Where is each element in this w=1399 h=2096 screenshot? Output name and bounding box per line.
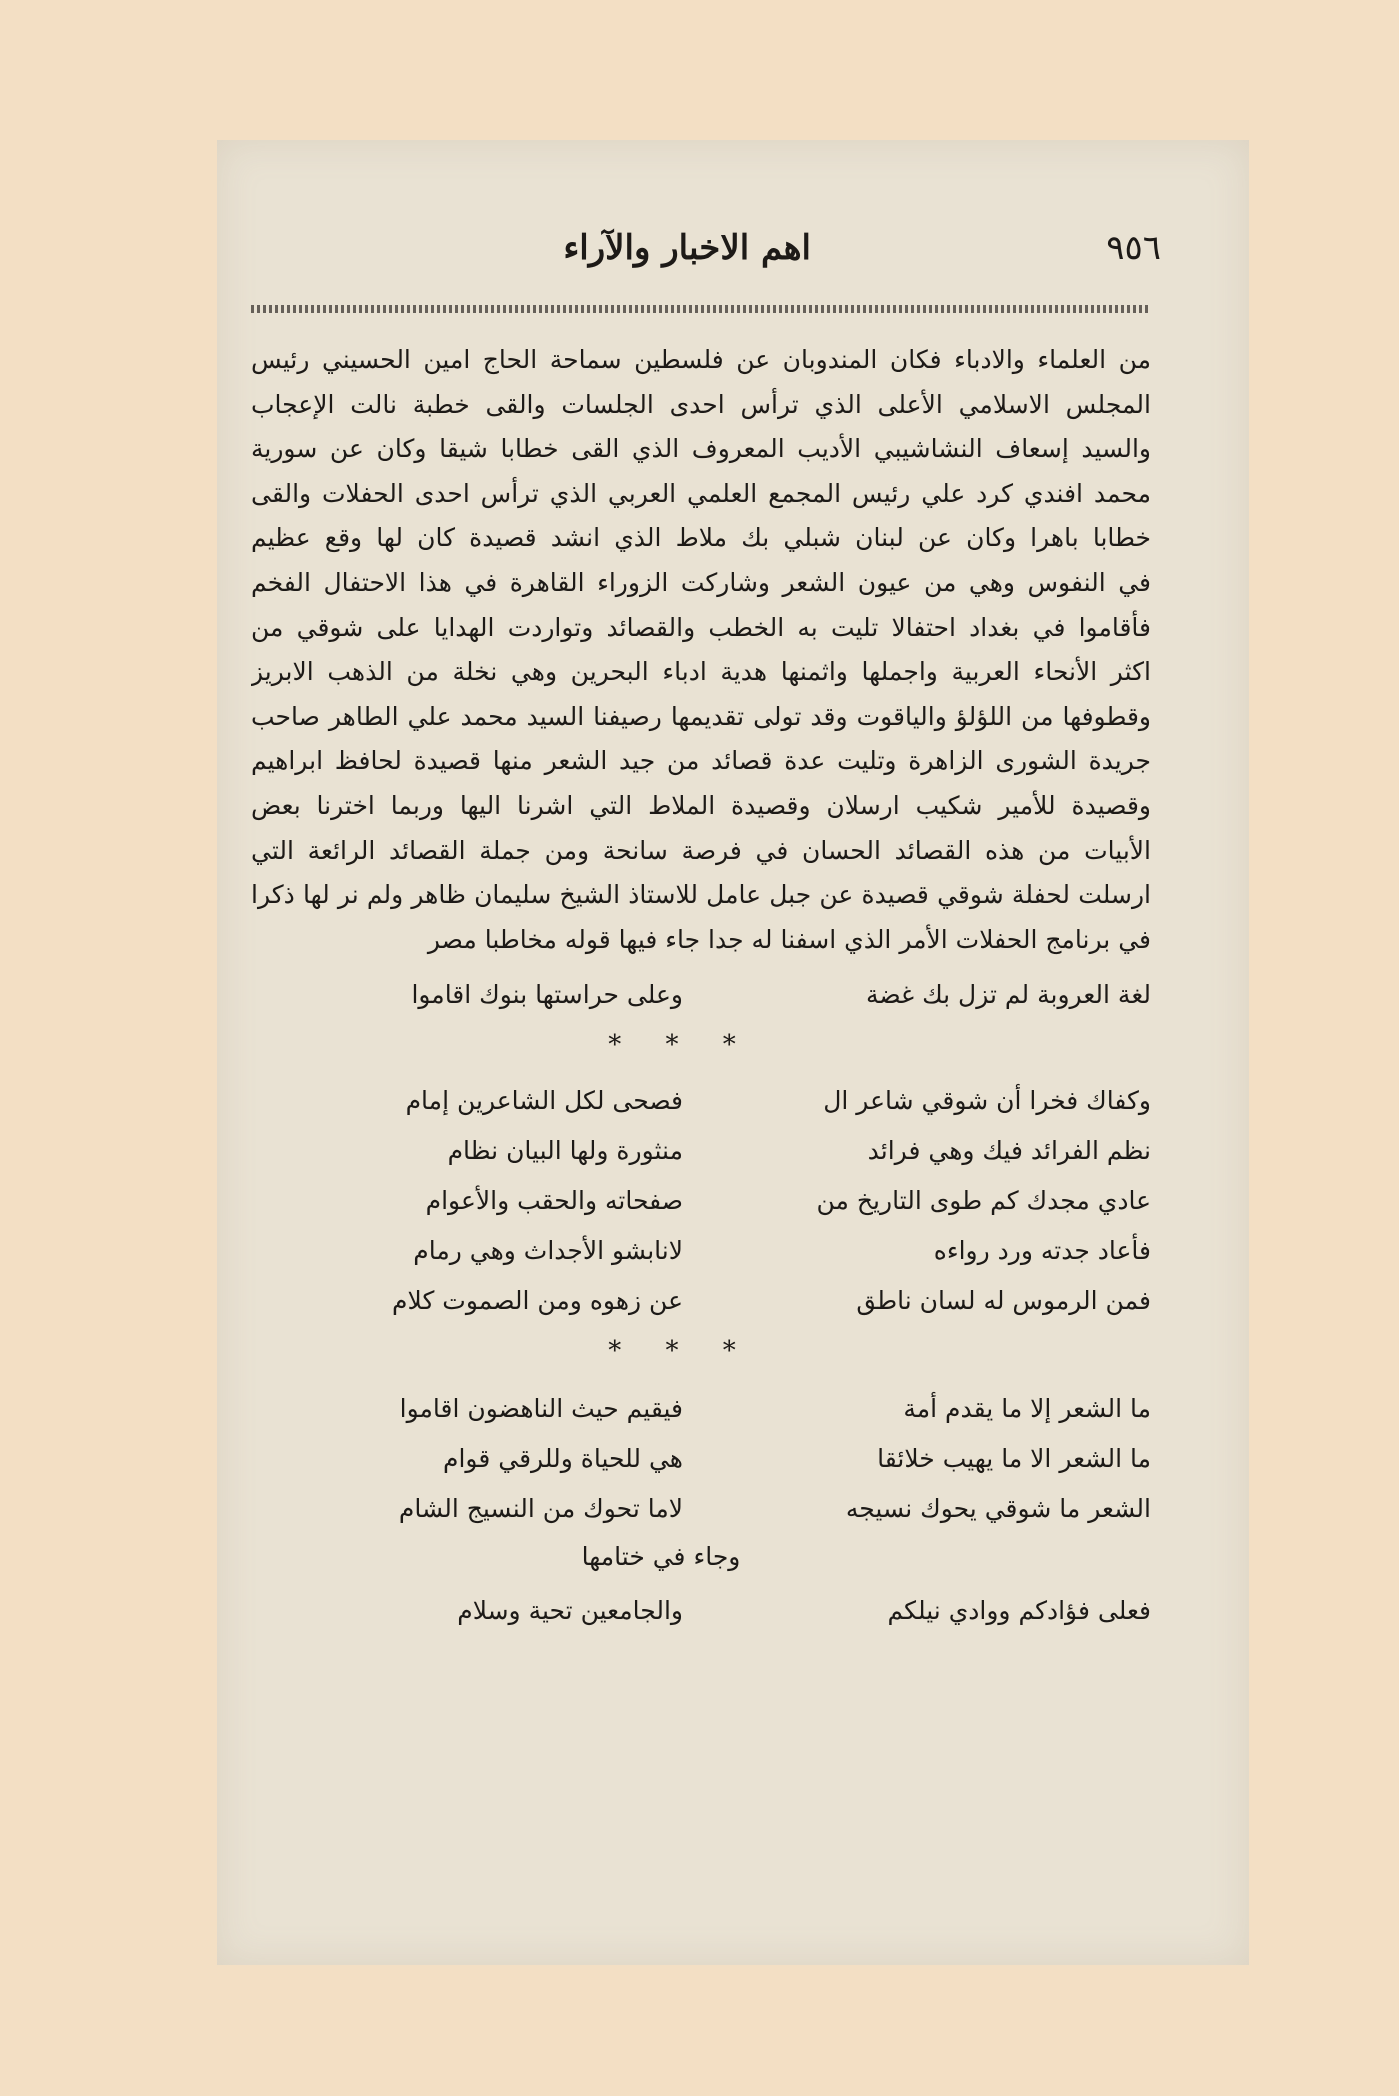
verse-second-hemistich: فصحى لكل الشاعرين إمام — [405, 1086, 683, 1116]
verse-row — [251, 1276, 1151, 1326]
verse-row — [251, 1226, 1151, 1276]
verse-row — [251, 1586, 1151, 1636]
verse-row — [251, 1076, 1151, 1126]
verse-second-hemistich: هي للحياة وللرقي قوام — [443, 1444, 683, 1474]
verse-row — [251, 970, 1151, 1020]
prose-line: في برنامج الحفلات الأمر الذي اسفنا له جدا جاء فيها قوله مخاطبا مصر — [427, 924, 1151, 954]
verse-second-hemistich: لانابشو الأجداث وهي رمام — [413, 1236, 683, 1266]
prose-line: والسيد إسعاف النشاشيبي الأديب المعروف الذي القى خطابا شيقا وكان عن سورية — [251, 434, 1151, 464]
verse-second-hemistich: لاما تحوك من النسيج الشام — [398, 1494, 683, 1524]
prose-line: وقطوفها من اللؤلؤ والياقوت وقد تولى تقديمها رصيفنا السيد محمد علي الطاهر صاحب — [251, 701, 1151, 731]
prose-line: ارسلت لحفلة شوقي قصيدة عن جبل عامل للاستاذ الشيخ سليمان ظاهر ولم نر لها ذكرا — [251, 880, 1151, 910]
prose-line: اكثر الأنحاء العربية واجملها واثمنها هدية ادباء البحرين وهي نخلة من الذهب الابريز — [251, 657, 1151, 687]
verse-first-hemistich: فأعاد جدته ورد رواءه — [933, 1236, 1151, 1266]
stanza-separator: * * * — [608, 1336, 754, 1367]
verse-first-hemistich: لغة العروبة لم تزل بك غضة — [865, 980, 1151, 1010]
verse-second-hemistich: عن زهوه ومن الصموت كلام — [392, 1286, 683, 1316]
prose-line: من العلماء والادباء فكان المندوبان عن فلسطين سماحة الحاج امين الحسيني رئيس — [251, 345, 1151, 374]
verse-first-hemistich: وكفاك فخرا أن شوقي شاعر ال — [823, 1086, 1151, 1116]
verse-second-hemistich: وعلى حراستها بنوك اقاموا — [411, 980, 683, 1010]
verse-second-hemistich: فيقيم حيث الناهضون اقاموا — [399, 1394, 683, 1424]
prose-line: المجلس الاسلامي الأعلى الذي ترأس احدى الجلسات والقى خطبة نالت الإعجاب — [251, 389, 1151, 419]
verse-row — [251, 1176, 1151, 1226]
verse-second-hemistich: صفحاته والحقب والأعوام — [425, 1186, 683, 1216]
verse-second-hemistich: والجامعين تحية وسلام — [457, 1596, 683, 1626]
verse-first-hemistich: عادي مجدك كم طوى التاريخ من — [816, 1186, 1151, 1216]
running-title: اهم الاخبار والآراء — [563, 228, 811, 268]
page-header — [217, 228, 1249, 308]
book-page — [217, 140, 1249, 1965]
verse-row — [251, 1484, 1151, 1534]
closing-intro: وجاء في ختامها — [581, 1542, 741, 1572]
verse-first-hemistich: فعلى فؤادكم ووادي نيلكم — [887, 1596, 1151, 1626]
verse-first-hemistich: ما الشعر إلا ما يقدم أمة — [903, 1394, 1151, 1424]
prose-line: خطابا باهرا وكان عن لبنان شبلي بك ملاط الذي انشد قصيدة كان لها وقع عظيم — [251, 523, 1151, 553]
prose-line: جريدة الشورى الزاهرة وتليت عدة قصائد من جيد الشعر منها قصيدة لحافظ ابراهيم — [251, 746, 1151, 776]
page-number: ٩٥٦ — [1106, 228, 1161, 268]
prose-line: فأقاموا في بغداد احتفالا تليت به الخطب والقصائد وتواردت الهدايا على شوقي من — [251, 612, 1151, 642]
header-rule — [251, 305, 1151, 313]
prose-line: محمد افندي كرد علي رئيس المجمع العلمي العربي الذي ترأس احدى الحفلات والقى — [251, 478, 1151, 508]
verse-first-hemistich: نظم الفرائد فيك وهي فرائد — [867, 1136, 1151, 1166]
verse-first-hemistich: فمن الرموس له لسان ناطق — [856, 1286, 1151, 1316]
prose-line: الأبيات من هذه القصائد الحسان في فرصة سانحة ومن جملة القصائد الرائعة التي — [251, 835, 1151, 865]
verse-row — [251, 1384, 1151, 1434]
verse-second-hemistich: منثورة ولها البيان نظام — [447, 1136, 683, 1166]
verse-row — [251, 1434, 1151, 1484]
verse-first-hemistich: الشعر ما شوقي يحوك نسيجه — [845, 1494, 1151, 1524]
verse-first-hemistich: ما الشعر الا ما يهيب خلائقا — [877, 1444, 1151, 1474]
prose-line: في النفوس وهي من عيون الشعر وشاركت الزوراء القاهرة في هذا الاحتفال الفخم — [251, 567, 1151, 597]
prose-line: وقصيدة للأمير شكيب ارسلان وقصيدة الملاط التي اشرنا اليها وربما اخترنا بعض — [251, 790, 1151, 820]
body-text — [251, 338, 1151, 1636]
verse-row — [251, 1126, 1151, 1176]
stanza-separator: * * * — [608, 1030, 754, 1061]
